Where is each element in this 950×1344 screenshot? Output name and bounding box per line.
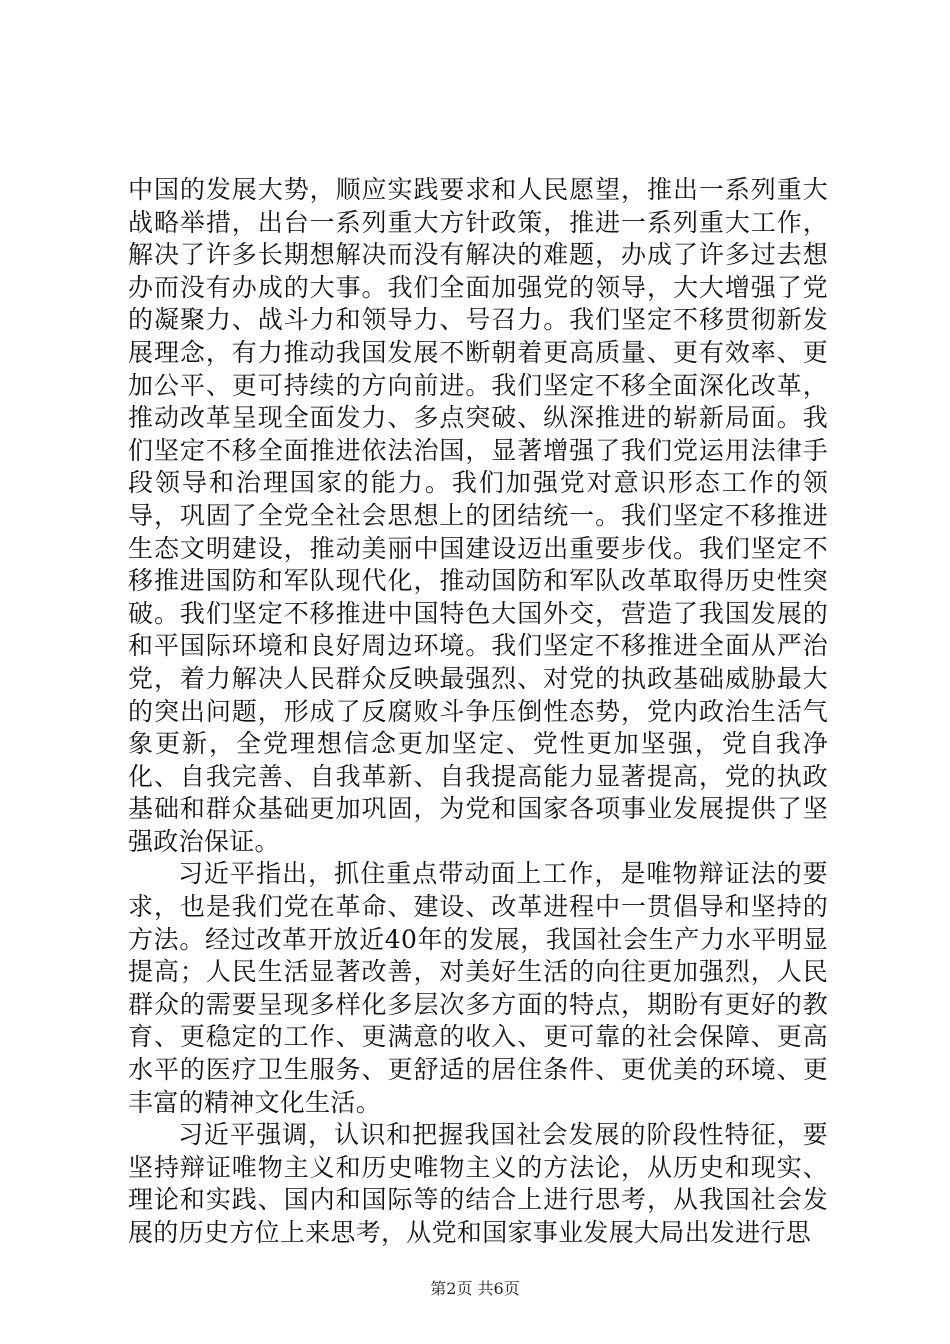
body-text bbox=[128, 174, 828, 1250]
paragraph-continued: 中国的发展大势，顺应实践要求和人民愿望，推出一系列重大战略举措，出台一系列重大方针政策，推进一系列重大工作，解决了许多长期想解决而没有解决的难题，办成了许多过去想办而没有办成的大事。我们全面加强党的领导，大大增强了党的凝聚力、战斗力和领导力、号召力。我们坚定不移贯彻新发展理念，有力推动我国发展不断朝着更高质量、更有效率、更加公平、更可持续的方向前进。我们坚定不移全面深化改革，推动改革呈现全面发力、多点突破、纵深推进的崭新局面。我们坚定不移全面推进依法治国，显著增强了我们党运用法律手段领导和治理国家的能力。我们加强党对意识形态工作的领导，巩固了全党全社会思想上的团结统一。我们坚定不移推进生态文明建设，推动美丽中国建设迈出重要步伐。我们坚定不移推进国防和军队现代化，推动国防和军队改革取得历史性突破。我们坚定不移推进中国特色大国外交，营造了我国发展的和平国际环境和良好周边环境。我们坚定不移推进全面从严治党，着力解决人民群众反映最强烈、对党的执政基础威胁最大的突出问题，形成了反腐败斗争压倒性态势，党内政治生活气象更新，全党理想信念更加坚定、党性更加坚强，党自我净化、自我完善、自我革新、自我提高能力显著提高，党的执政基础和群众基础更加巩固，为党和国家各项事业发展提供了坚强政治保证。 bbox=[128, 175, 828, 856]
page-number-footer: 第2页 共6页 bbox=[430, 1279, 520, 1298]
paragraph-stage-characteristics: 习近平强调，认识和把握我国社会发展的阶段性特征，要坚持辩证唯物主义和历史唯物主义的方法论，从历史和现实、理论和实践、国内和国际等的结合上进行思考，从我国社会发展的历史方位上来思考，从党和国家事业发展大局出发进行思 bbox=[128, 1120, 828, 1247]
paragraph-key-points: 习近平指出，抓住重点带动面上工作，是唯物辩证法的要求，也是我们党在革命、建设、改革进程中一贯倡导和坚持的方法。经过改革开放近40年的发展，我国社会生产力水平明显提高；人民生活显著改善，对美好生活的向往更加强烈，人民群众的需要呈现多样化多层次多方面的特点，期盼有更好的教育、更稳定的工作、更满意的收入、更可靠的社会保障、更高水平的医疗卫生服务、更舒适的居住条件、更优美的环境、更丰富的精神文化生活。 bbox=[128, 859, 828, 1117]
